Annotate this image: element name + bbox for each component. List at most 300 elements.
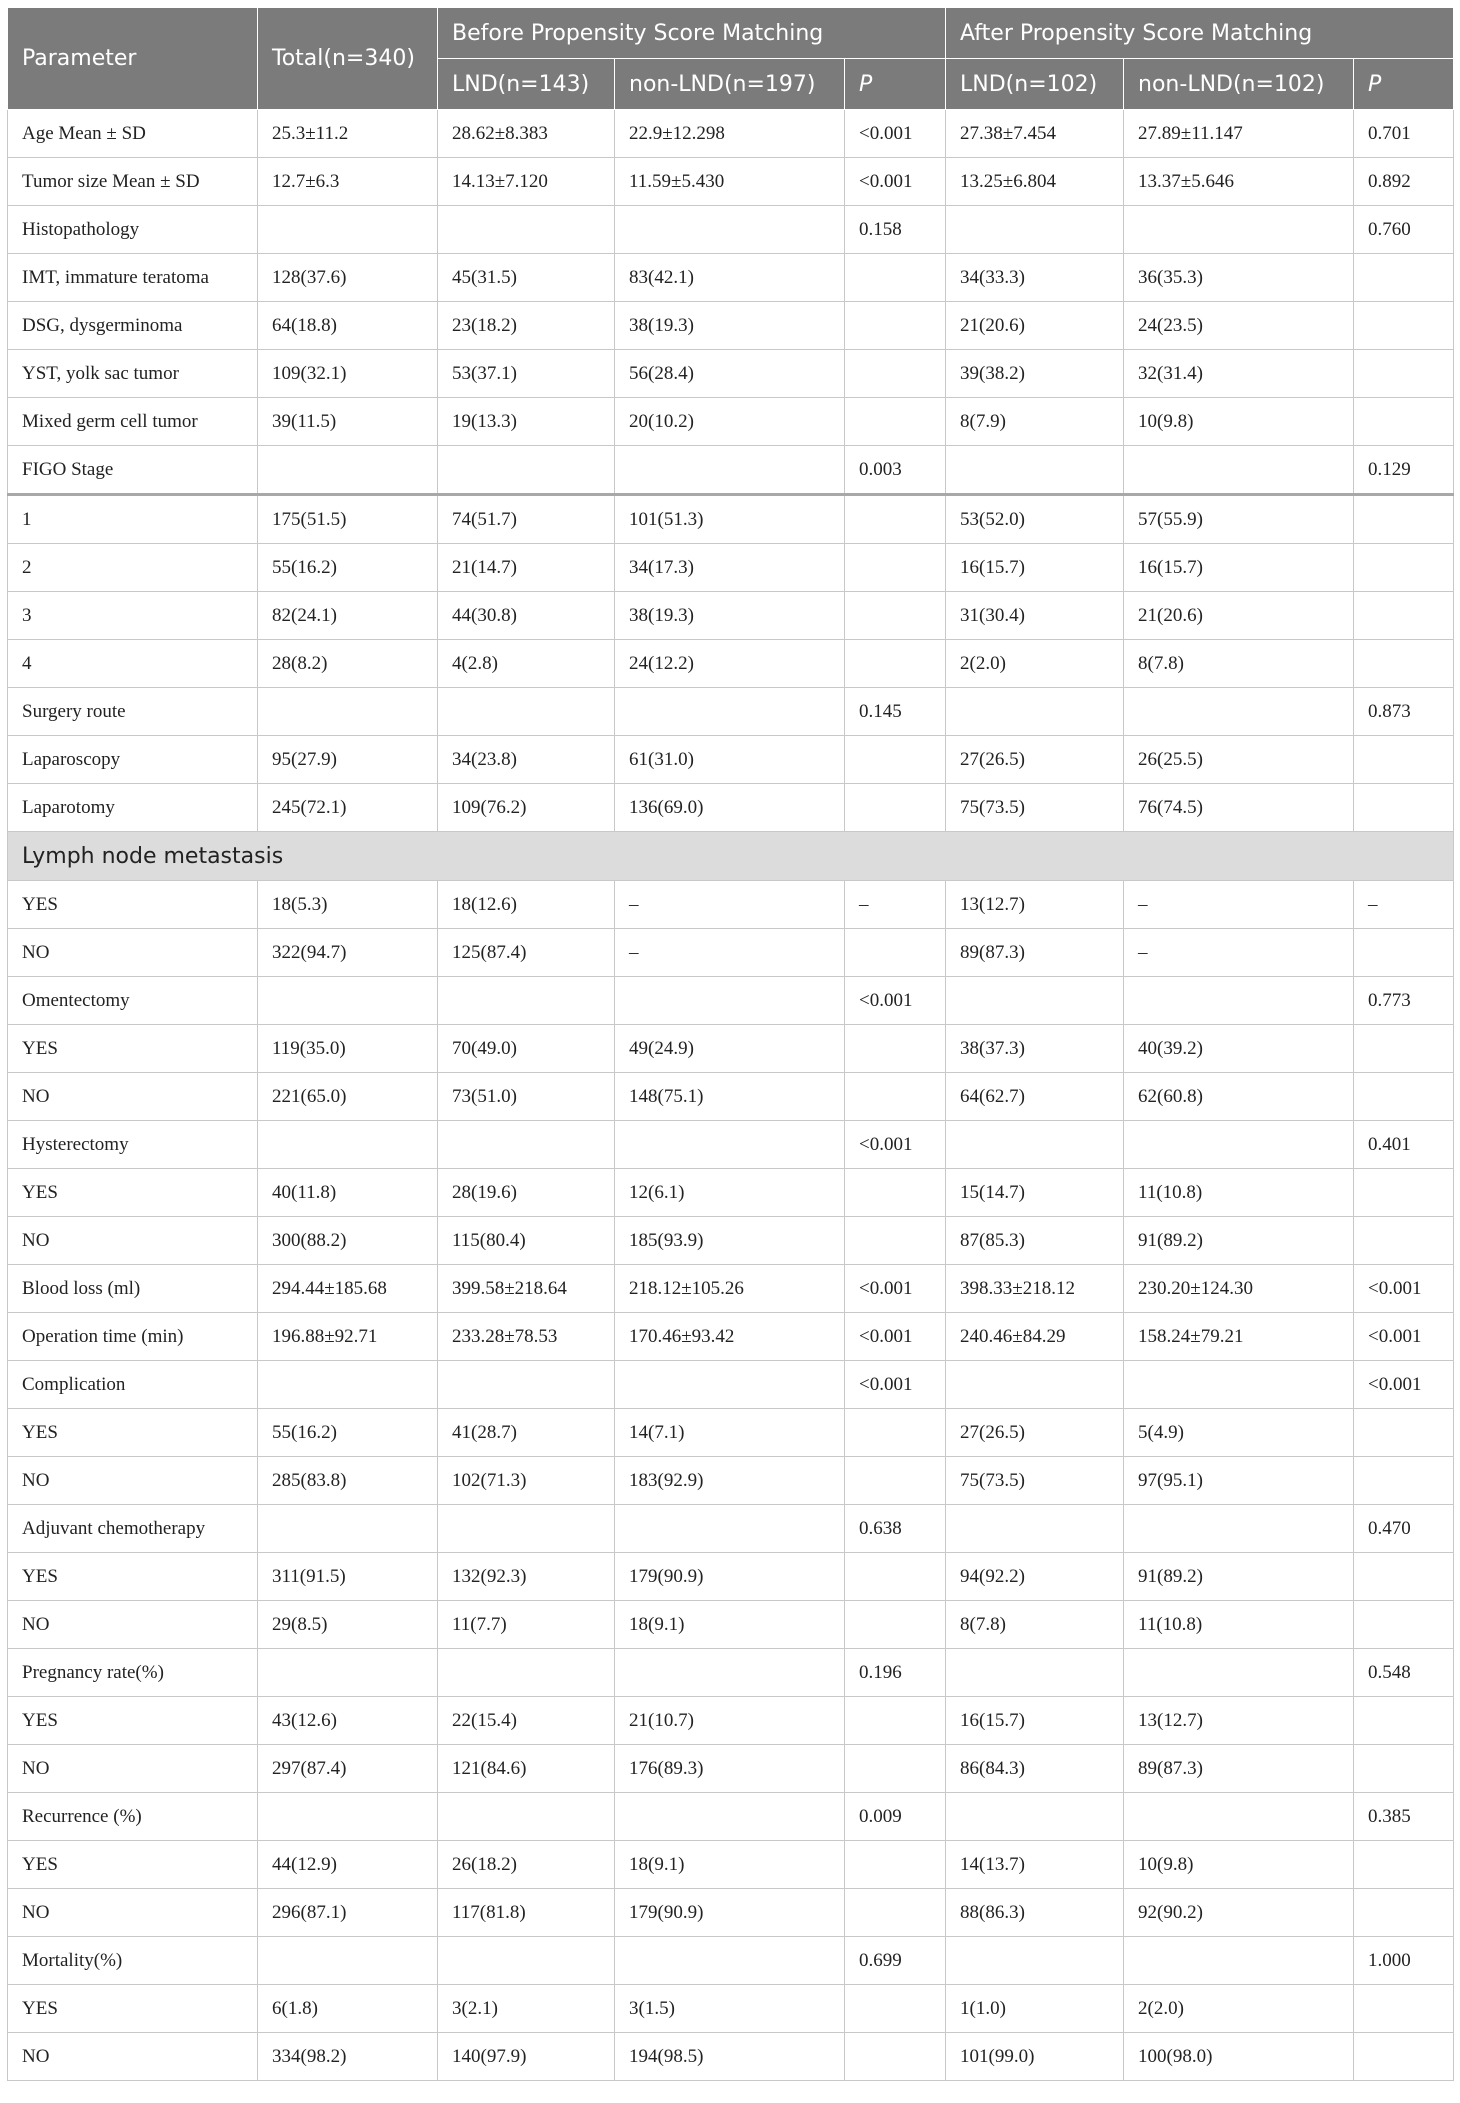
table-row: [8, 1601, 1454, 1649]
after-lnd-cell: 38(37.3): [946, 1025, 1124, 1073]
before-nonlnd-cell: 11.59±5.430: [615, 158, 845, 206]
parameter-cell: NO: [8, 1457, 258, 1505]
table-row: [8, 881, 1454, 929]
before-p-cell: [845, 254, 946, 302]
after-nonlnd-cell: 91(89.2): [1124, 1217, 1354, 1265]
before-lnd-cell: 28.62±8.383: [438, 110, 615, 158]
before-lnd-cell: 132(92.3): [438, 1553, 615, 1601]
before-p-cell: [845, 1745, 946, 1793]
before-lnd-cell: 18(12.6): [438, 881, 615, 929]
before-lnd-cell: 23(18.2): [438, 302, 615, 350]
after-p-cell: [1354, 1841, 1454, 1889]
before-p-cell: 0.145: [845, 688, 946, 736]
table-row: [8, 495, 1454, 544]
before-lnd-cell: 11(7.7): [438, 1601, 615, 1649]
before-lnd-cell: 45(31.5): [438, 254, 615, 302]
before-nonlnd-cell: 148(75.1): [615, 1073, 845, 1121]
table-row: [8, 929, 1454, 977]
header-after-p: P: [1354, 59, 1454, 110]
parameter-cell: 1: [8, 495, 258, 544]
after-nonlnd-cell: [1124, 1649, 1354, 1697]
before-p-cell: [845, 1025, 946, 1073]
before-p-cell: [845, 1985, 946, 2033]
before-p-cell: <0.001: [845, 977, 946, 1025]
before-lnd-cell: 4(2.8): [438, 640, 615, 688]
after-nonlnd-cell: –: [1124, 929, 1354, 977]
before-lnd-cell: 102(71.3): [438, 1457, 615, 1505]
header-parameter: Parameter: [8, 8, 258, 110]
parameter-cell: YST, yolk sac tumor: [8, 350, 258, 398]
before-p-cell: [845, 1217, 946, 1265]
table-row: [8, 1985, 1454, 2033]
before-nonlnd-cell: 38(19.3): [615, 302, 845, 350]
before-nonlnd-cell: 3(1.5): [615, 1985, 845, 2033]
before-p-cell: [845, 929, 946, 977]
total-cell: 43(12.6): [258, 1697, 438, 1745]
total-cell: 55(16.2): [258, 544, 438, 592]
table-row: [8, 1937, 1454, 1985]
table-row: [8, 544, 1454, 592]
total-cell: 334(98.2): [258, 2033, 438, 2081]
total-cell: [258, 977, 438, 1025]
after-lnd-cell: [946, 688, 1124, 736]
before-nonlnd-cell: [615, 1937, 845, 1985]
before-lnd-cell: 26(18.2): [438, 1841, 615, 1889]
after-p-cell: [1354, 1025, 1454, 1073]
before-p-cell: [845, 1841, 946, 1889]
before-lnd-cell: [438, 1121, 615, 1169]
before-nonlnd-cell: –: [615, 881, 845, 929]
before-lnd-cell: [438, 1793, 615, 1841]
total-cell: 12.7±6.3: [258, 158, 438, 206]
before-nonlnd-cell: [615, 1793, 845, 1841]
after-nonlnd-cell: 11(10.8): [1124, 1601, 1354, 1649]
before-lnd-cell: [438, 1649, 615, 1697]
parameter-cell: NO: [8, 1601, 258, 1649]
table-row: [8, 1073, 1454, 1121]
total-cell: 39(11.5): [258, 398, 438, 446]
after-lnd-cell: [946, 1505, 1124, 1553]
table-row: [8, 254, 1454, 302]
after-p-cell: [1354, 1745, 1454, 1793]
after-nonlnd-cell: 100(98.0): [1124, 2033, 1354, 2081]
after-nonlnd-cell: [1124, 688, 1354, 736]
before-nonlnd-cell: –: [615, 929, 845, 977]
header-before-nonlnd: non-LND(n=197): [615, 59, 845, 110]
before-p-cell: [845, 592, 946, 640]
after-lnd-cell: 39(38.2): [946, 350, 1124, 398]
table-row: [8, 1745, 1454, 1793]
header-after-psm: After Propensity Score Matching: [946, 8, 1454, 59]
before-nonlnd-cell: [615, 1121, 845, 1169]
before-p-cell: <0.001: [845, 1265, 946, 1313]
table-row: [8, 688, 1454, 736]
before-nonlnd-cell: [615, 446, 845, 495]
after-nonlnd-cell: [1124, 446, 1354, 495]
before-nonlnd-cell: [615, 1505, 845, 1553]
table-row: [8, 736, 1454, 784]
total-cell: 128(37.6): [258, 254, 438, 302]
after-nonlnd-cell: [1124, 1505, 1354, 1553]
after-lnd-cell: 398.33±218.12: [946, 1265, 1124, 1313]
after-p-cell: 1.000: [1354, 1937, 1454, 1985]
after-nonlnd-cell: 36(35.3): [1124, 254, 1354, 302]
after-nonlnd-cell: 11(10.8): [1124, 1169, 1354, 1217]
parameter-cell: NO: [8, 1217, 258, 1265]
table-row: [8, 1265, 1454, 1313]
total-cell: 311(91.5): [258, 1553, 438, 1601]
after-p-cell: –: [1354, 881, 1454, 929]
after-lnd-cell: 34(33.3): [946, 254, 1124, 302]
before-nonlnd-cell: 34(17.3): [615, 544, 845, 592]
after-nonlnd-cell: 13.37±5.646: [1124, 158, 1354, 206]
header-before-p: P: [845, 59, 946, 110]
before-lnd-cell: 121(84.6): [438, 1745, 615, 1793]
total-cell: 300(88.2): [258, 1217, 438, 1265]
after-nonlnd-cell: 13(12.7): [1124, 1697, 1354, 1745]
table-row: [8, 640, 1454, 688]
before-lnd-cell: 41(28.7): [438, 1409, 615, 1457]
after-p-cell: [1354, 302, 1454, 350]
parameter-cell: Histopathology: [8, 206, 258, 254]
table-body: [8, 110, 1454, 2081]
total-cell: 64(18.8): [258, 302, 438, 350]
after-nonlnd-cell: 26(25.5): [1124, 736, 1354, 784]
after-lnd-cell: 8(7.8): [946, 1601, 1124, 1649]
before-nonlnd-cell: 185(93.9): [615, 1217, 845, 1265]
before-lnd-cell: 74(51.7): [438, 495, 615, 544]
after-nonlnd-cell: 2(2.0): [1124, 1985, 1354, 2033]
total-cell: 82(24.1): [258, 592, 438, 640]
after-nonlnd-cell: 92(90.2): [1124, 1889, 1354, 1937]
total-cell: 322(94.7): [258, 929, 438, 977]
parameter-cell: Laparotomy: [8, 784, 258, 832]
total-cell: 55(16.2): [258, 1409, 438, 1457]
after-lnd-cell: 53(52.0): [946, 495, 1124, 544]
after-nonlnd-cell: 8(7.8): [1124, 640, 1354, 688]
table-row: [8, 1505, 1454, 1553]
after-p-cell: [1354, 544, 1454, 592]
before-p-cell: [845, 1553, 946, 1601]
before-nonlnd-cell: 179(90.9): [615, 1553, 845, 1601]
after-lnd-cell: 31(30.4): [946, 592, 1124, 640]
after-lnd-cell: 94(92.2): [946, 1553, 1124, 1601]
after-nonlnd-cell: 97(95.1): [1124, 1457, 1354, 1505]
after-lnd-cell: 86(84.3): [946, 1745, 1124, 1793]
before-lnd-cell: 125(87.4): [438, 929, 615, 977]
parameter-cell: Laparoscopy: [8, 736, 258, 784]
after-p-cell: 0.760: [1354, 206, 1454, 254]
header-after-nonlnd: non-LND(n=102): [1124, 59, 1354, 110]
after-nonlnd-cell: [1124, 977, 1354, 1025]
after-p-cell: [1354, 1169, 1454, 1217]
total-cell: 44(12.9): [258, 1841, 438, 1889]
total-cell: [258, 1121, 438, 1169]
total-cell: [258, 1793, 438, 1841]
before-nonlnd-cell: 18(9.1): [615, 1601, 845, 1649]
after-nonlnd-cell: –: [1124, 881, 1354, 929]
after-lnd-cell: 64(62.7): [946, 1073, 1124, 1121]
after-p-cell: [1354, 1889, 1454, 1937]
before-lnd-cell: 19(13.3): [438, 398, 615, 446]
after-lnd-cell: 87(85.3): [946, 1217, 1124, 1265]
table-row: [8, 2033, 1454, 2081]
after-nonlnd-cell: 40(39.2): [1124, 1025, 1354, 1073]
after-p-cell: [1354, 1697, 1454, 1745]
parameter-cell: YES: [8, 1841, 258, 1889]
before-p-cell: [845, 1889, 946, 1937]
after-p-cell: [1354, 254, 1454, 302]
parameter-cell: NO: [8, 1889, 258, 1937]
after-p-cell: 0.470: [1354, 1505, 1454, 1553]
table-row: [8, 1841, 1454, 1889]
after-lnd-cell: 1(1.0): [946, 1985, 1124, 2033]
after-p-cell: 0.401: [1354, 1121, 1454, 1169]
table-row: [8, 1217, 1454, 1265]
before-p-cell: [845, 350, 946, 398]
total-cell: 221(65.0): [258, 1073, 438, 1121]
after-nonlnd-cell: [1124, 1937, 1354, 1985]
after-lnd-cell: [946, 1121, 1124, 1169]
parameter-cell: IMT, immature teratoma: [8, 254, 258, 302]
before-lnd-cell: 140(97.9): [438, 2033, 615, 2081]
after-lnd-cell: 15(14.7): [946, 1169, 1124, 1217]
after-p-cell: 0.773: [1354, 977, 1454, 1025]
parameter-cell: Complication: [8, 1361, 258, 1409]
after-lnd-cell: [946, 1649, 1124, 1697]
after-p-cell: [1354, 2033, 1454, 2081]
before-lnd-cell: 53(37.1): [438, 350, 615, 398]
before-lnd-cell: 115(80.4): [438, 1217, 615, 1265]
after-p-cell: 0.701: [1354, 110, 1454, 158]
parameter-cell: 2: [8, 544, 258, 592]
parameter-cell: 3: [8, 592, 258, 640]
before-p-cell: [845, 1409, 946, 1457]
after-p-cell: [1354, 929, 1454, 977]
before-lnd-cell: 73(51.0): [438, 1073, 615, 1121]
before-p-cell: [845, 784, 946, 832]
after-nonlnd-cell: 32(31.4): [1124, 350, 1354, 398]
after-lnd-cell: [946, 1793, 1124, 1841]
before-lnd-cell: 70(49.0): [438, 1025, 615, 1073]
after-p-cell: [1354, 640, 1454, 688]
parameter-cell: YES: [8, 1025, 258, 1073]
parameter-cell: YES: [8, 1169, 258, 1217]
after-nonlnd-cell: 230.20±124.30: [1124, 1265, 1354, 1313]
before-nonlnd-cell: 101(51.3): [615, 495, 845, 544]
before-p-cell: [845, 736, 946, 784]
before-p-cell: 0.638: [845, 1505, 946, 1553]
results-table: [7, 7, 1454, 2081]
parameter-cell: Blood loss (ml): [8, 1265, 258, 1313]
parameter-cell: Tumor size Mean ± SD: [8, 158, 258, 206]
after-nonlnd-cell: 57(55.9): [1124, 495, 1354, 544]
table-row: [8, 1457, 1454, 1505]
after-nonlnd-cell: 62(60.8): [1124, 1073, 1354, 1121]
table-row: [8, 1313, 1454, 1361]
before-p-cell: [845, 302, 946, 350]
table-row: [8, 110, 1454, 158]
parameter-cell: NO: [8, 2033, 258, 2081]
before-nonlnd-cell: 14(7.1): [615, 1409, 845, 1457]
before-nonlnd-cell: 61(31.0): [615, 736, 845, 784]
after-p-cell: 0.129: [1354, 446, 1454, 495]
after-p-cell: [1354, 1073, 1454, 1121]
before-nonlnd-cell: 18(9.1): [615, 1841, 845, 1889]
before-lnd-cell: 399.58±218.64: [438, 1265, 615, 1313]
after-lnd-cell: 16(15.7): [946, 544, 1124, 592]
after-lnd-cell: 13.25±6.804: [946, 158, 1124, 206]
total-cell: 95(27.9): [258, 736, 438, 784]
after-lnd-cell: 27.38±7.454: [946, 110, 1124, 158]
before-nonlnd-cell: 24(12.2): [615, 640, 845, 688]
after-lnd-cell: 14(13.7): [946, 1841, 1124, 1889]
after-p-cell: [1354, 1409, 1454, 1457]
total-cell: [258, 1505, 438, 1553]
after-nonlnd-cell: 24(23.5): [1124, 302, 1354, 350]
after-lnd-cell: [946, 1937, 1124, 1985]
parameter-cell: Surgery route: [8, 688, 258, 736]
before-lnd-cell: [438, 1361, 615, 1409]
after-lnd-cell: 16(15.7): [946, 1697, 1124, 1745]
after-lnd-cell: 2(2.0): [946, 640, 1124, 688]
after-nonlnd-cell: [1124, 206, 1354, 254]
parameter-cell: Pregnancy rate(%): [8, 1649, 258, 1697]
total-cell: 40(11.8): [258, 1169, 438, 1217]
after-nonlnd-cell: [1124, 1793, 1354, 1841]
before-nonlnd-cell: 83(42.1): [615, 254, 845, 302]
table-row: [8, 350, 1454, 398]
after-nonlnd-cell: 76(74.5): [1124, 784, 1354, 832]
total-cell: 18(5.3): [258, 881, 438, 929]
after-p-cell: 0.873: [1354, 688, 1454, 736]
after-nonlnd-cell: 16(15.7): [1124, 544, 1354, 592]
total-cell: 28(8.2): [258, 640, 438, 688]
before-nonlnd-cell: 170.46±93.42: [615, 1313, 845, 1361]
total-cell: 109(32.1): [258, 350, 438, 398]
total-cell: 119(35.0): [258, 1025, 438, 1073]
before-p-cell: [845, 495, 946, 544]
before-nonlnd-cell: [615, 977, 845, 1025]
after-nonlnd-cell: 10(9.8): [1124, 398, 1354, 446]
before-nonlnd-cell: [615, 688, 845, 736]
table-row: [8, 1649, 1454, 1697]
parameter-cell: Mixed germ cell tumor: [8, 398, 258, 446]
before-p-cell: 0.158: [845, 206, 946, 254]
after-lnd-cell: [946, 977, 1124, 1025]
parameter-cell: Adjuvant chemotherapy: [8, 1505, 258, 1553]
parameter-cell: NO: [8, 1745, 258, 1793]
before-lnd-cell: [438, 206, 615, 254]
table-header: [8, 8, 1454, 110]
table-row: [8, 1409, 1454, 1457]
after-p-cell: [1354, 1985, 1454, 2033]
before-nonlnd-cell: 183(92.9): [615, 1457, 845, 1505]
after-nonlnd-cell: 89(87.3): [1124, 1745, 1354, 1793]
parameter-cell: YES: [8, 1409, 258, 1457]
total-cell: [258, 1649, 438, 1697]
before-p-cell: 0.196: [845, 1649, 946, 1697]
before-p-cell: 0.009: [845, 1793, 946, 1841]
after-p-cell: 0.548: [1354, 1649, 1454, 1697]
after-lnd-cell: 240.46±84.29: [946, 1313, 1124, 1361]
before-nonlnd-cell: 136(69.0): [615, 784, 845, 832]
parameter-cell: DSG, dysgerminoma: [8, 302, 258, 350]
before-nonlnd-cell: [615, 1361, 845, 1409]
before-p-cell: [845, 1697, 946, 1745]
after-lnd-cell: [946, 1361, 1124, 1409]
parameter-cell: Mortality(%): [8, 1937, 258, 1985]
parameter-cell: Hysterectomy: [8, 1121, 258, 1169]
total-cell: [258, 1361, 438, 1409]
before-nonlnd-cell: 218.12±105.26: [615, 1265, 845, 1313]
after-nonlnd-cell: 10(9.8): [1124, 1841, 1354, 1889]
before-p-cell: [845, 398, 946, 446]
after-lnd-cell: 75(73.5): [946, 1457, 1124, 1505]
table-row: [8, 302, 1454, 350]
before-lnd-cell: 233.28±78.53: [438, 1313, 615, 1361]
table-row: [8, 1889, 1454, 1937]
after-nonlnd-cell: 158.24±79.21: [1124, 1313, 1354, 1361]
before-p-cell: 0.003: [845, 446, 946, 495]
after-lnd-cell: 75(73.5): [946, 784, 1124, 832]
after-p-cell: <0.001: [1354, 1361, 1454, 1409]
before-lnd-cell: [438, 1937, 615, 1985]
header-after-lnd: LND(n=102): [946, 59, 1124, 110]
before-nonlnd-cell: 49(24.9): [615, 1025, 845, 1073]
table-row: [8, 1793, 1454, 1841]
after-lnd-cell: 88(86.3): [946, 1889, 1124, 1937]
after-p-cell: [1354, 398, 1454, 446]
before-p-cell: <0.001: [845, 1121, 946, 1169]
table-row: [8, 1169, 1454, 1217]
total-cell: [258, 1937, 438, 1985]
after-p-cell: [1354, 1457, 1454, 1505]
table-row: [8, 1553, 1454, 1601]
before-p-cell: [845, 2033, 946, 2081]
after-nonlnd-cell: 5(4.9): [1124, 1409, 1354, 1457]
table-row: [8, 977, 1454, 1025]
after-p-cell: [1354, 736, 1454, 784]
after-p-cell: [1354, 592, 1454, 640]
table-row: [8, 1697, 1454, 1745]
header-total: Total(n=340): [258, 8, 438, 110]
parameter-cell: 4: [8, 640, 258, 688]
before-p-cell: <0.001: [845, 1313, 946, 1361]
total-cell: 25.3±11.2: [258, 110, 438, 158]
total-cell: 297(87.4): [258, 1745, 438, 1793]
total-cell: [258, 688, 438, 736]
after-nonlnd-cell: [1124, 1361, 1354, 1409]
after-p-cell: [1354, 1553, 1454, 1601]
header-before-psm: Before Propensity Score Matching: [438, 8, 946, 59]
total-cell: 285(83.8): [258, 1457, 438, 1505]
table-row: [8, 784, 1454, 832]
table-row: [8, 592, 1454, 640]
parameter-cell: Operation time (min): [8, 1313, 258, 1361]
after-lnd-cell: [946, 206, 1124, 254]
before-lnd-cell: 117(81.8): [438, 1889, 615, 1937]
after-lnd-cell: 8(7.9): [946, 398, 1124, 446]
after-nonlnd-cell: 27.89±11.147: [1124, 110, 1354, 158]
before-nonlnd-cell: [615, 206, 845, 254]
total-cell: 6(1.8): [258, 1985, 438, 2033]
before-nonlnd-cell: 20(10.2): [615, 398, 845, 446]
after-p-cell: [1354, 495, 1454, 544]
table-row: [8, 1121, 1454, 1169]
parameter-cell: NO: [8, 1073, 258, 1121]
before-p-cell: [845, 640, 946, 688]
